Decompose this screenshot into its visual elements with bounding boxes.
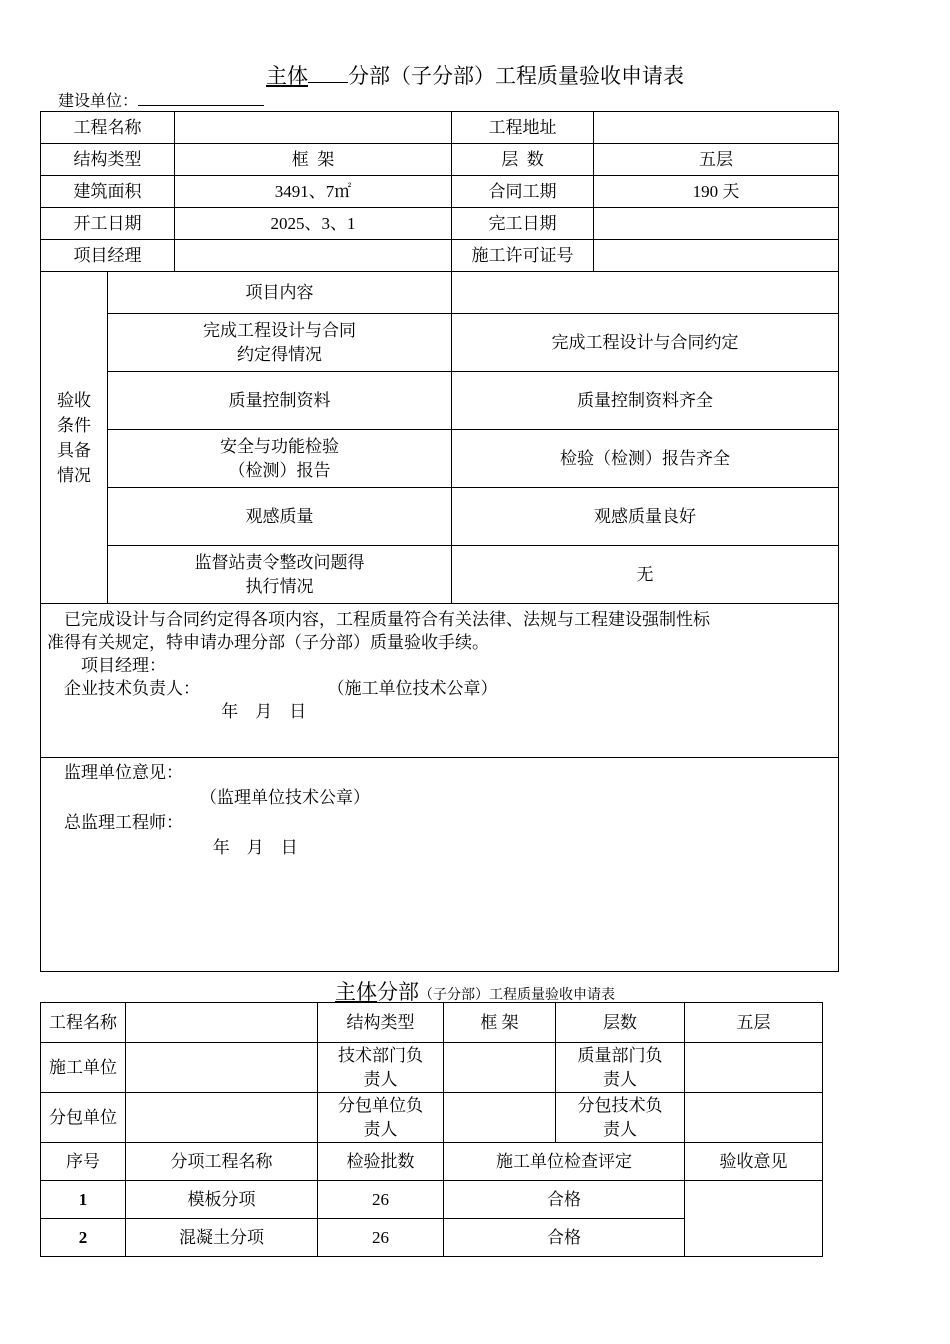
- condition-label-line: 约定得情况: [237, 344, 322, 364]
- condition-label: 观感质量: [108, 488, 452, 546]
- col-header-batches: 检验批数: [318, 1143, 444, 1181]
- sub-tech-label: [556, 1093, 685, 1143]
- supervision-block: [41, 758, 839, 972]
- subcontractor-label: 分包单位: [41, 1093, 126, 1143]
- item-name: 模板分项: [126, 1181, 318, 1219]
- col-header-name: 分项工程名称: [126, 1143, 318, 1181]
- sub-head-value[interactable]: [444, 1093, 556, 1143]
- form1-title-rest: 分部（子分部）工程质量验收申请表: [348, 64, 684, 88]
- declaration-line: 已完成设计与合同约定得各项内容，工程质量符合有关法律、法规与工程建设强制性标: [47, 610, 710, 629]
- tech-head-value[interactable]: [444, 1043, 556, 1093]
- structure-value[interactable]: 框 架: [175, 144, 452, 176]
- start-date-value[interactable]: 2025、3、1: [175, 208, 452, 240]
- condition-value[interactable]: 检验（检测）报告齐全: [452, 430, 839, 488]
- item-no: 1: [41, 1181, 126, 1219]
- condition-label: [108, 314, 452, 372]
- form2-structure-label: 结构类型: [318, 1003, 444, 1043]
- tech-head-label: [318, 1043, 444, 1093]
- form1-table: [40, 111, 839, 972]
- contract-period-label: 合同工期: [452, 176, 594, 208]
- form2-project-name-label: 工程名称: [41, 1003, 126, 1043]
- col-header-evaluation: 施工单位检查评定: [444, 1143, 685, 1181]
- subcontractor-value[interactable]: [126, 1093, 318, 1143]
- condition-label-line: （检测）报告: [228, 460, 331, 480]
- permit-number-value[interactable]: [594, 240, 839, 272]
- sub-head-label-line: 分包单位负: [338, 1095, 423, 1115]
- condition-label: [108, 430, 452, 488]
- declaration-line: 年 月 日: [47, 702, 307, 721]
- form2-table: [40, 1002, 823, 1257]
- tech-head-label-line: 责人: [363, 1069, 398, 1089]
- condition-label: [108, 546, 452, 604]
- acceptance-opinion-cell[interactable]: [685, 1181, 823, 1257]
- item-batches: 26: [318, 1219, 444, 1257]
- area-label: 建筑面积: [41, 176, 175, 208]
- sub-tech-label-line: 分包技术负: [577, 1095, 663, 1115]
- condition-value[interactable]: 观感质量良好: [452, 488, 839, 546]
- construction-unit-line: [58, 88, 264, 111]
- form2-title-project: 主体: [335, 980, 377, 1004]
- contract-period-value[interactable]: 190 天: [594, 176, 839, 208]
- floors-value[interactable]: 五层: [594, 144, 839, 176]
- supervision-line: 总监理工程师：: [47, 813, 183, 832]
- item-evaluation: 合格: [444, 1181, 685, 1219]
- conditions-side-label-4: 情况: [57, 465, 91, 485]
- project-manager-label: 项目经理: [41, 240, 175, 272]
- col-header-opinion: 验收意见: [685, 1143, 823, 1181]
- col-header-no: 序号: [41, 1143, 126, 1181]
- conditions-header-value: [452, 272, 839, 314]
- quality-head-label-line: 责人: [603, 1069, 637, 1089]
- condition-label-line: 执行情况: [245, 576, 314, 596]
- conditions-header: 项目内容: [108, 272, 452, 314]
- project-name-value[interactable]: [175, 112, 452, 144]
- form2-title-small: （子分部）工程质量验收申请表: [419, 988, 615, 1003]
- form2-floors-value[interactable]: 五层: [685, 1003, 823, 1043]
- item-evaluation: 合格: [444, 1219, 685, 1257]
- item-no: 2: [41, 1219, 126, 1257]
- condition-label-line: 安全与功能检验: [220, 436, 339, 456]
- item-batches: 26: [318, 1181, 444, 1219]
- condition-value[interactable]: 完成工程设计与合同约定: [452, 314, 839, 372]
- form2-title-mid: 分部: [377, 980, 419, 1004]
- supervision-line: 监理单位意见：: [47, 763, 183, 782]
- condition-label-line: 完成工程设计与合同: [203, 320, 356, 340]
- form1-title-underline: [308, 64, 348, 83]
- quality-head-value[interactable]: [685, 1043, 823, 1093]
- condition-label: 质量控制资料: [108, 372, 452, 430]
- declaration-line: 项目经理：: [47, 656, 166, 675]
- end-date-label: 完工日期: [452, 208, 594, 240]
- tech-head-label-line: 技术部门负: [338, 1045, 423, 1065]
- contractor-value[interactable]: [126, 1043, 318, 1093]
- quality-head-label: [556, 1043, 685, 1093]
- permit-number-label: 施工许可证号: [452, 240, 594, 272]
- form1-title-project: 主体: [266, 64, 308, 88]
- project-address-value[interactable]: [594, 112, 839, 144]
- condition-value[interactable]: 质量控制资料齐全: [452, 372, 839, 430]
- conditions-side-label-2: 条件: [57, 415, 91, 435]
- conditions-side-label-3: 具备: [57, 440, 91, 460]
- condition-value[interactable]: 无: [452, 546, 839, 604]
- declaration-line: 准得有关规定，特申请办理分部（子分部）质量验收手续。: [47, 633, 489, 652]
- table-row: [41, 1181, 823, 1219]
- form2-project-name-value[interactable]: [126, 1003, 318, 1043]
- construction-unit-label: 建设单位：: [58, 93, 139, 110]
- project-name-label: 工程名称: [41, 112, 175, 144]
- sub-head-label-line: 责人: [363, 1119, 398, 1139]
- structure-label: 结构类型: [41, 144, 175, 176]
- construction-unit-blank[interactable]: [138, 91, 264, 106]
- declaration-line: 企业技术负责人： （施工单位技术公章）: [47, 679, 498, 698]
- condition-label-line: 监督站责令整改问题得: [194, 552, 365, 572]
- form1-title: [0, 60, 950, 90]
- area-value[interactable]: 3491、7㎡: [175, 176, 452, 208]
- project-manager-value[interactable]: [175, 240, 452, 272]
- conditions-side-label: [41, 272, 108, 604]
- contractor-label: 施工单位: [41, 1043, 126, 1093]
- quality-head-label-line: 质量部门负: [577, 1045, 663, 1065]
- start-date-label: 开工日期: [41, 208, 175, 240]
- form2-floors-label: 层数: [556, 1003, 685, 1043]
- sub-tech-label-line: 责人: [603, 1119, 637, 1139]
- floors-label: 层 数: [452, 144, 594, 176]
- project-address-label: 工程地址: [452, 112, 594, 144]
- supervision-line: 年 月 日: [47, 838, 298, 857]
- declaration-block: [41, 604, 839, 758]
- form2-structure-value[interactable]: 框 架: [444, 1003, 556, 1043]
- conditions-side-label-1: 验收: [57, 390, 91, 410]
- end-date-value[interactable]: [594, 208, 839, 240]
- sub-tech-value[interactable]: [685, 1093, 823, 1143]
- supervision-line: （监理单位技术公章）: [47, 788, 370, 807]
- sub-head-label: [318, 1093, 444, 1143]
- item-name: 混凝土分项: [126, 1219, 318, 1257]
